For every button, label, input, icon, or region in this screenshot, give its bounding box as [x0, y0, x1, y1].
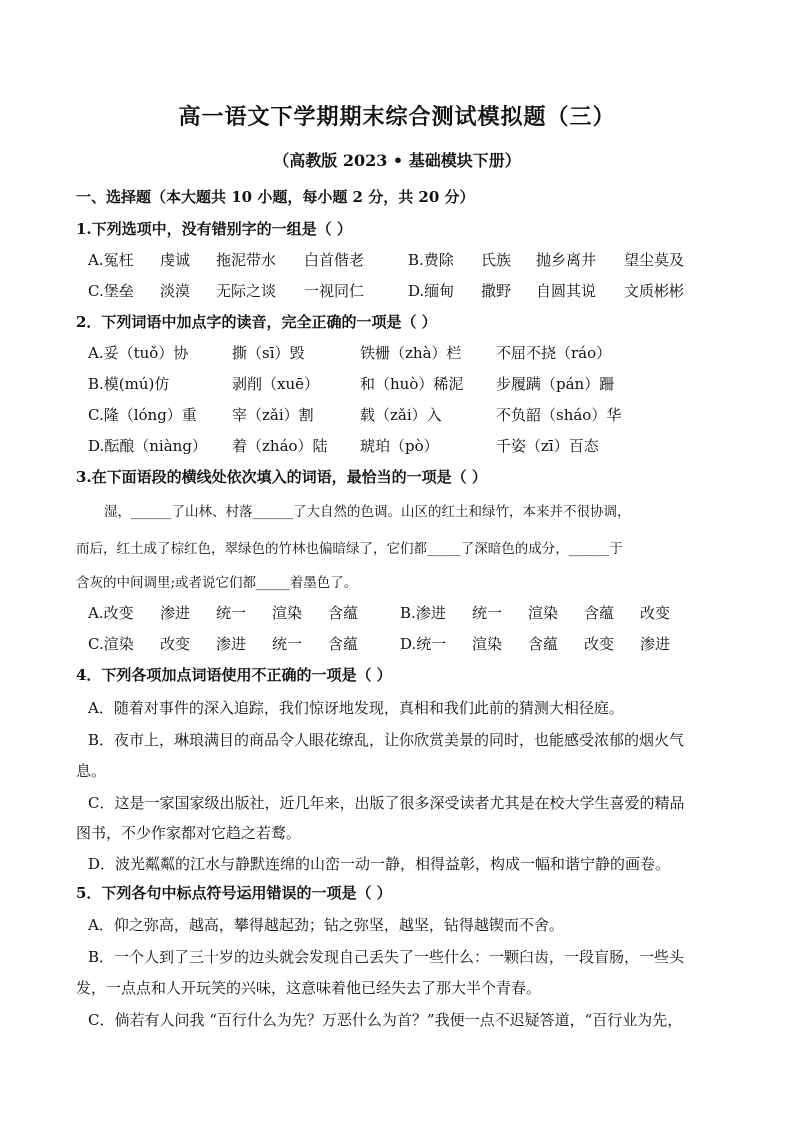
option-text: 白首偕老	[304, 251, 365, 269]
option-text: 改变	[160, 635, 191, 653]
option-text: 改变	[640, 604, 671, 622]
option-text: 含蕴	[328, 635, 359, 653]
question-4-option-b: B．夜市上，琳琅满目的商品令人眼花缭乱，让你欣赏美景的同时，也能感受浓郁的烟火气	[88, 731, 685, 749]
question-1-stem: 1.下列选项中，没有错别字的一组是（ ）	[76, 220, 352, 238]
section-heading: 一、选择题（本大题共 10 小题，每小题 2 分，共 20 分）	[76, 188, 475, 206]
option-text: 撒野	[481, 282, 512, 300]
option-text: 和（huò）稀泥	[360, 375, 464, 393]
option-text: 含蕴	[584, 604, 615, 622]
option-text: 抛乡离井	[536, 251, 597, 269]
option-text: 不屈不挠（ráo）	[496, 344, 612, 362]
option-text: C.渲染	[88, 635, 134, 653]
option-text: 渗进	[640, 635, 671, 653]
option-text: 渗进	[160, 604, 191, 622]
option-text: 渗进	[216, 635, 247, 653]
option-text: B.费除	[408, 251, 454, 269]
option-text: B.渗进	[400, 604, 446, 622]
option-text: 虔诚	[160, 251, 191, 269]
option-text: 一视同仁	[304, 282, 365, 300]
option-text: A.妥（tuǒ）协	[88, 344, 189, 362]
option-text: 步履蹒（pán）跚	[496, 375, 615, 393]
page-subtitle: （高教版 2023 • 基础模块下册）	[273, 151, 521, 170]
passage-line-3: 含灰的中间调里;或者说它们都_____着墨色了。	[76, 575, 358, 591]
question-4-option-c: C．这是一家国家级出版社，近几年来，出版了很多深受读者尤其是在校大学生喜爱的精品	[88, 794, 685, 812]
option-text: 千姿（zī）百态	[496, 437, 599, 455]
option-text: 渲染	[528, 604, 559, 622]
question-4-option-d: D．波光粼粼的江水与静默连绵的山峦一动一静，相得益彰，构成一幅和谐宁静的画卷。	[88, 855, 671, 873]
option-text: 载（zǎi）入	[360, 406, 442, 424]
question-5-stem: 5．下列各句中标点符号运用错误的一项是（ ）	[76, 884, 392, 902]
option-text: D.酝酿（niàng）	[88, 437, 207, 455]
option-text: 着（zháo）陆	[232, 437, 328, 455]
question-4-option-c-cont: 图书，不少作家都对它趋之若鹜。	[76, 824, 302, 842]
option-text: 无际之谈	[216, 282, 277, 300]
option-text: 统一	[216, 604, 247, 622]
option-text: 统一	[472, 604, 503, 622]
option-text: 改变	[584, 635, 615, 653]
option-text: 不负韶（sháo）华	[496, 406, 622, 424]
question-3-stem: 3.在下面语段的横线处依次填入的词语，最恰当的一项是（ ）	[76, 468, 487, 486]
passage-line-1: 湿，______了山林、村落______了大自然的色调。山区的红土和绿竹，本来并不很协调，	[104, 504, 631, 520]
question-5-option-a: A．仰之弥高，越高，攀得越起劲；钻之弥坚，越坚，钻得越锲而不舍。	[88, 916, 564, 934]
question-4-stem: 4．下列各项加点词语使用不正确的一项是（ ）	[76, 666, 392, 684]
option-text: 文质彬彬	[624, 282, 685, 300]
option-text: D.缅甸	[408, 282, 455, 300]
option-text: A.改变	[88, 604, 134, 622]
option-text: 撕（sī）毁	[232, 344, 305, 362]
passage-line-2: 而后，红土成了棕红色，翠绿色的竹林也偏暗绿了，它们都_____了深暗色的成分，______于	[76, 541, 623, 557]
option-text: 拖泥带水	[216, 251, 277, 269]
question-4-option-b-cont: 息。	[76, 762, 107, 780]
question-5-option-c: C．倘若有人问我 “百行什么为先？万恶什么为首？”我便一点不迟疑答道，“百行业为先，	[88, 1011, 683, 1029]
option-text: 自圆其说	[536, 282, 597, 300]
option-text: 氏族	[481, 251, 512, 269]
option-text: 含蕴	[328, 604, 359, 622]
option-text: 铁栅（zhà）栏	[360, 344, 462, 362]
question-5-option-b-cont: 发，一点点和人开玩笑的兴味，这意味着他已经失去了那大半个青春。	[76, 979, 542, 997]
option-text: C.隆（lóng）重	[88, 406, 197, 424]
option-text: D.统一	[400, 635, 447, 653]
option-text: 琥珀（pò）	[360, 437, 439, 455]
option-text: 含蕴	[528, 635, 559, 653]
option-text: B.模(mú)仿	[88, 375, 170, 393]
option-text: 宰（zǎi）割	[232, 406, 314, 424]
option-text: C.堡垒	[88, 282, 134, 300]
question-2-stem: 2．下列词语中加点字的读音，完全正确的一项是（ ）	[76, 313, 437, 331]
option-text: 剥削（xuē）	[232, 375, 319, 393]
option-text: 渲染	[272, 604, 303, 622]
question-5-option-b: B．一个人到了三十岁的边头就会发现自己丢失了一些什么：一颗臼齿，一段盲肠，一些头	[88, 948, 685, 966]
option-text: 淡漠	[160, 282, 191, 300]
question-4-option-a: A．随着对事件的深入追踪，我们惊讶地发现，真相和我们此前的猜测大相径庭。	[88, 699, 624, 717]
option-text: 渲染	[472, 635, 503, 653]
option-text: 统一	[272, 635, 303, 653]
page-title: 高一语文下学期期末综合测试模拟题（三）	[178, 104, 616, 130]
option-text: A.冤枉	[88, 251, 134, 269]
option-text: 望尘莫及	[624, 251, 685, 269]
